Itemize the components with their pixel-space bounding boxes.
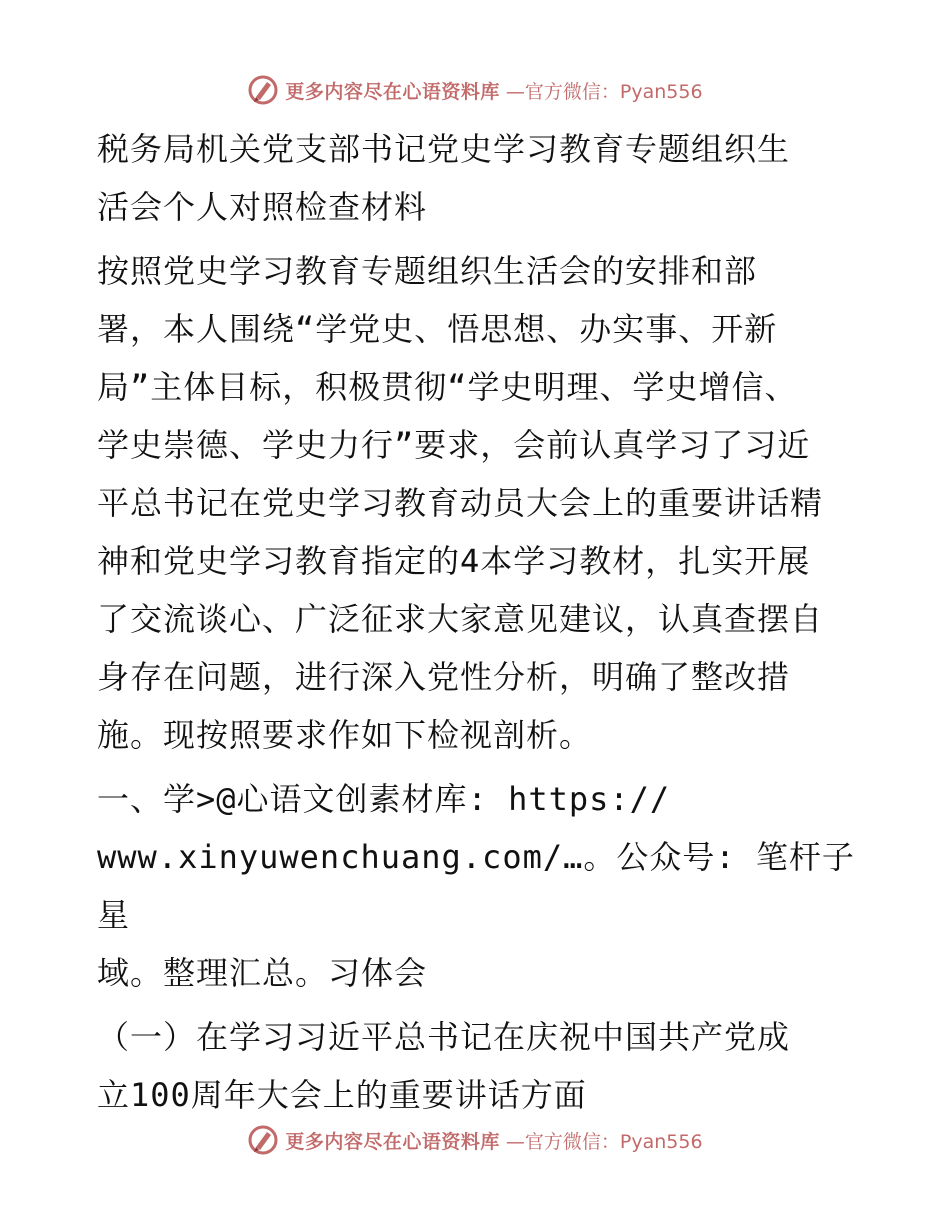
watermark-text: 更多内容尽在心语资料库 — [285, 1130, 500, 1153]
text-line: 神和党史学习教育指定的4本学习教材，扎实开展 — [97, 542, 811, 580]
document-body — [97, 120, 857, 1130]
subsection-1-heading — [97, 1008, 857, 1124]
pen-seal-icon — [247, 1124, 279, 1156]
text-line: 署，本人围绕“学党史、悟思想、办实事、开新 — [97, 310, 778, 348]
text-line: 按照党史学习教育专题组织生活会的安排和部 — [97, 252, 758, 290]
document-title — [97, 120, 857, 236]
text-line: 域。整理汇总。习体会 — [97, 954, 428, 992]
text-line: 学史崇德、学史力行”要求，会前认真学习了习近 — [97, 426, 811, 464]
text-line: 一、学>@心语文创素材库: https:// — [97, 780, 671, 818]
text-line: 平总书记在党史学习教育动员大会上的重要讲话精 — [97, 484, 824, 522]
text-line: 身存在问题，进行深入党性分析，明确了整改措 — [97, 658, 791, 696]
title-line: 活会个人对照检查材料 — [97, 188, 428, 226]
intro-paragraph — [97, 242, 857, 764]
text-line: www.xinyuwenchuang.com/…。公众号: 笔杆子星 — [97, 838, 855, 934]
watermark-banner-bottom — [0, 1120, 950, 1160]
text-line: 了交流谈心、广泛征求大家意见建议，认真查摆自 — [97, 600, 824, 638]
watermark-banner-top — [0, 70, 950, 110]
watermark-contact: —官方微信：Pyan556 — [505, 80, 703, 103]
text-line: 施。现按照要求作如下检视剖析。 — [97, 716, 593, 754]
text-line: 局”主体目标，积极贯彻“学史明理、学史增信、 — [97, 368, 798, 406]
pen-seal-icon — [247, 74, 279, 106]
text-line: 立100周年大会上的重要讲话方面 — [97, 1076, 587, 1114]
watermark-contact: —官方微信：Pyan556 — [505, 1130, 703, 1153]
title-line: 税务局机关党支部书记党史学习教育专题组织生 — [97, 130, 791, 168]
text-line: （一）在学习习近平总书记在庆祝中国共产党成 — [97, 1018, 791, 1056]
watermark-text: 更多内容尽在心语资料库 — [285, 80, 500, 103]
section-1-heading — [97, 770, 857, 1002]
